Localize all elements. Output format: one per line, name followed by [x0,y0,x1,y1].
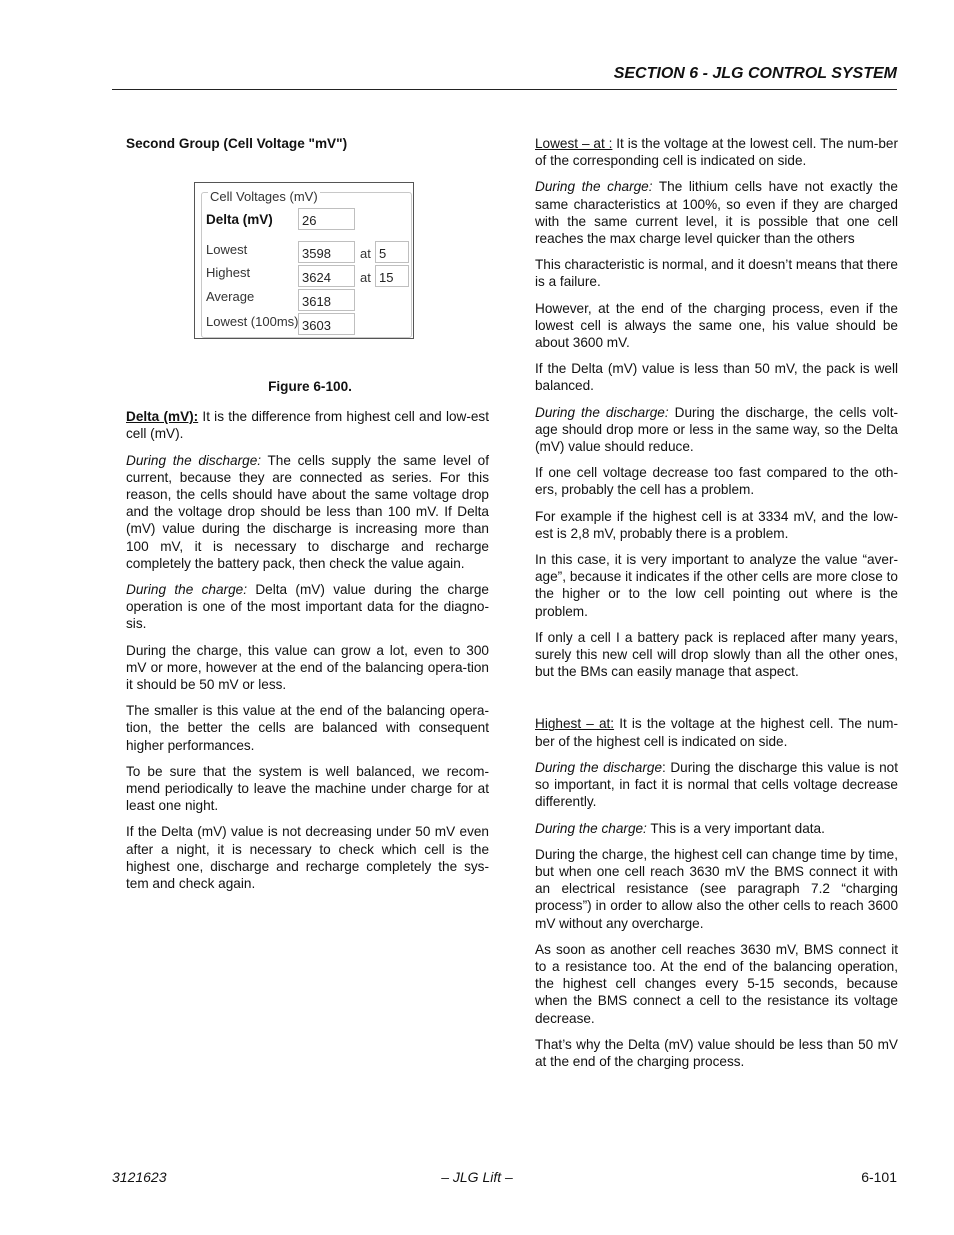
cell-voltages-legend: Cell Voltages (mV) [210,189,318,205]
lead-discharge: During the discharge: [126,452,262,468]
term-delta: Delta (mV): [126,409,199,425]
paragraph-normal: This characteristic is normal, and it doesn’t means that there is a failure. [535,257,898,290]
cell-voltages-panel [194,182,414,339]
paragraph-highest-at [535,715,898,749]
paragraph-resistance: During the charge, the highest cell can change time by time, but when one cell reach 3630 mV the BMS connect it with an electrical resistance (see paragraph 7.2 “charging process”) in order to allow also the other cells to reach 3600 mV without any overcharge. [535,846,898,931]
lowest-100ms-label: Lowest (100ms) [206,314,299,330]
lowest-100ms-field: 3603 [298,313,355,335]
term-lowest-at: Lowest – at : [535,136,613,151]
paragraph-discharge-drop-text: During the discharge, the cells volt-age should drop more or less in the same way, so the Delta (mV) value should reduce. [535,404,898,455]
paragraph-delta [126,408,489,442]
paragraph-lithium [535,178,898,247]
right-column [535,135,898,1079]
highest-field: 3624 [298,265,355,287]
highest-at-field: 15 [375,265,409,287]
footer-center: – JLG Lift – [441,1169,513,1185]
highest-at-label: at [360,270,371,286]
section-header-title: SECTION 6 - JLG CONTROL SYSTEM [613,65,897,82]
paragraph-not-decreasing: If the Delta (mV) value is not decreasing under 50 mV even after a night, it is necessary to check which cell is the highest one, discharge and recharge completely the sys-tem and check again. [126,824,489,892]
paragraph-smaller: The smaller is this value at the end of the balancing opera-tion, the better the cells are balanced with consequent higher performances. [126,703,489,753]
average-field: 3618 [298,289,355,311]
paragraph-charge [126,581,489,633]
lead-discharge-2: During the discharge: [535,404,669,420]
paragraph-important [535,820,898,837]
lead-discharge-3: During the discharge [535,759,663,775]
paragraph-discharge-drop [535,404,898,456]
paragraph-discharge-text: The cells supply the same level of current, because they are connected as series. For this reason, the cells should have about the same voltage drop and the voltage drop should be less than 100 mV. If Delta (mV) value during the discharge is increasing more than 100 mV, it is necessary to discharge and recharge completely the battery pack, then check the value again. [126,452,489,571]
header-rule [112,89,897,90]
highest-label: Highest [206,265,251,281]
lead-charge-2: During the charge: [535,179,653,195]
paragraph-discharge-highest-text: : During the discharge this value is not so important, in fact it is normal that cells voltage decrease differently. [535,759,898,810]
average-label: Average [206,289,255,305]
footer-page-number: 6-101 [861,1169,897,1185]
paragraph-discharge [126,452,489,572]
delta-label: Delta (mV) [206,212,273,228]
paragraph-well-balanced: If the Delta (mV) value is less than 50 mV, the pack is well balanced. [535,361,898,394]
paragraph-thats-why: That’s why the Delta (mV) value should be less than 50 mV at the end of the charging process. [535,1036,898,1069]
figure-caption: Figure 6-100. [268,379,352,395]
footer-doc-number: 3121623 [112,1169,167,1185]
paragraph-lowest-at-text: It is the voltage at the lowest cell. The num-ber of the corresponding cell is indicated on side. [535,136,899,169]
left-column [126,135,489,901]
paragraph-highest-at-text: It is the voltage at the highest cell. The num-ber of the highest cell is indicated on side. [535,716,898,749]
figure-cell-voltages [126,182,489,395]
paragraph-replaced: If only a cell I a battery pack is replaced after many years, surely this new cell will drop slowly than all the other ones, but the BMs can easily manage that aspect. [535,629,898,680]
paragraph-however: However, at the end of the charging process, even if the lowest cell is always the same one, his value should be about 3600 mV. [535,300,898,351]
lead-charge-3: During the charge: [535,820,647,836]
delta-field: 26 [298,208,355,230]
paragraph-grow: During the charge, this value can grow a lot, even to 300 mV or more, however at the end of the balancing opera-tion it should be 50 mV or less. [126,642,489,693]
lowest-at-field: 5 [375,241,409,263]
lowest-at-label: at [360,246,371,262]
paragraph-recommend: To be sure that the system is well balanced, we recom-mend periodically to leave the machine under charge for at least one night. [126,763,489,814]
subheading: Second Group (Cell Voltage "mV") [126,136,348,151]
paragraph-too-fast: If one cell voltage decrease too fast compared to the oth-ers, probably the cell has a problem. [535,465,898,498]
paragraph-average: In this case, it is very important to analyze the value “aver-age”, because it indicates if the other cells are more close to the higher or to the low cell pointing out where is the problem. [535,552,898,619]
paragraph-discharge-highest [535,759,898,811]
lowest-field: 3598 [298,241,355,263]
lowest-label: Lowest [206,242,248,258]
paragraph-delta-text: It is the difference from highest cell and low-est cell (mV). [126,409,489,442]
paragraph-lowest-at [535,135,898,169]
term-highest-at: Highest – at: [535,716,615,732]
paragraph-lithium-text: The lithium cells have not exactly the same characteristics at 100%, so even if they are charged with the same current level, it is possible that one cell reaches the max charge level quicker than the others [535,179,898,247]
paragraph-charge-text: Delta (mV) value during the charge operation is one of the most important data for the diagno-sis. [126,582,489,632]
paragraph-important-text: This is a very important data. [646,820,825,836]
lead-charge: During the charge: [126,582,247,598]
paragraph-another-cell: As soon as another cell reaches 3630 mV, BMS connect it to a resistance too. At the end of the balancing operation, the highest cell changes every 5-15 seconds, because when the BMS connect a cell to the resistance its voltage decrease. [535,941,898,1026]
paragraph-example: For example if the highest cell is at 3334 mV, and the low-est is 2,8 mV, probably there is a problem. [535,508,898,541]
